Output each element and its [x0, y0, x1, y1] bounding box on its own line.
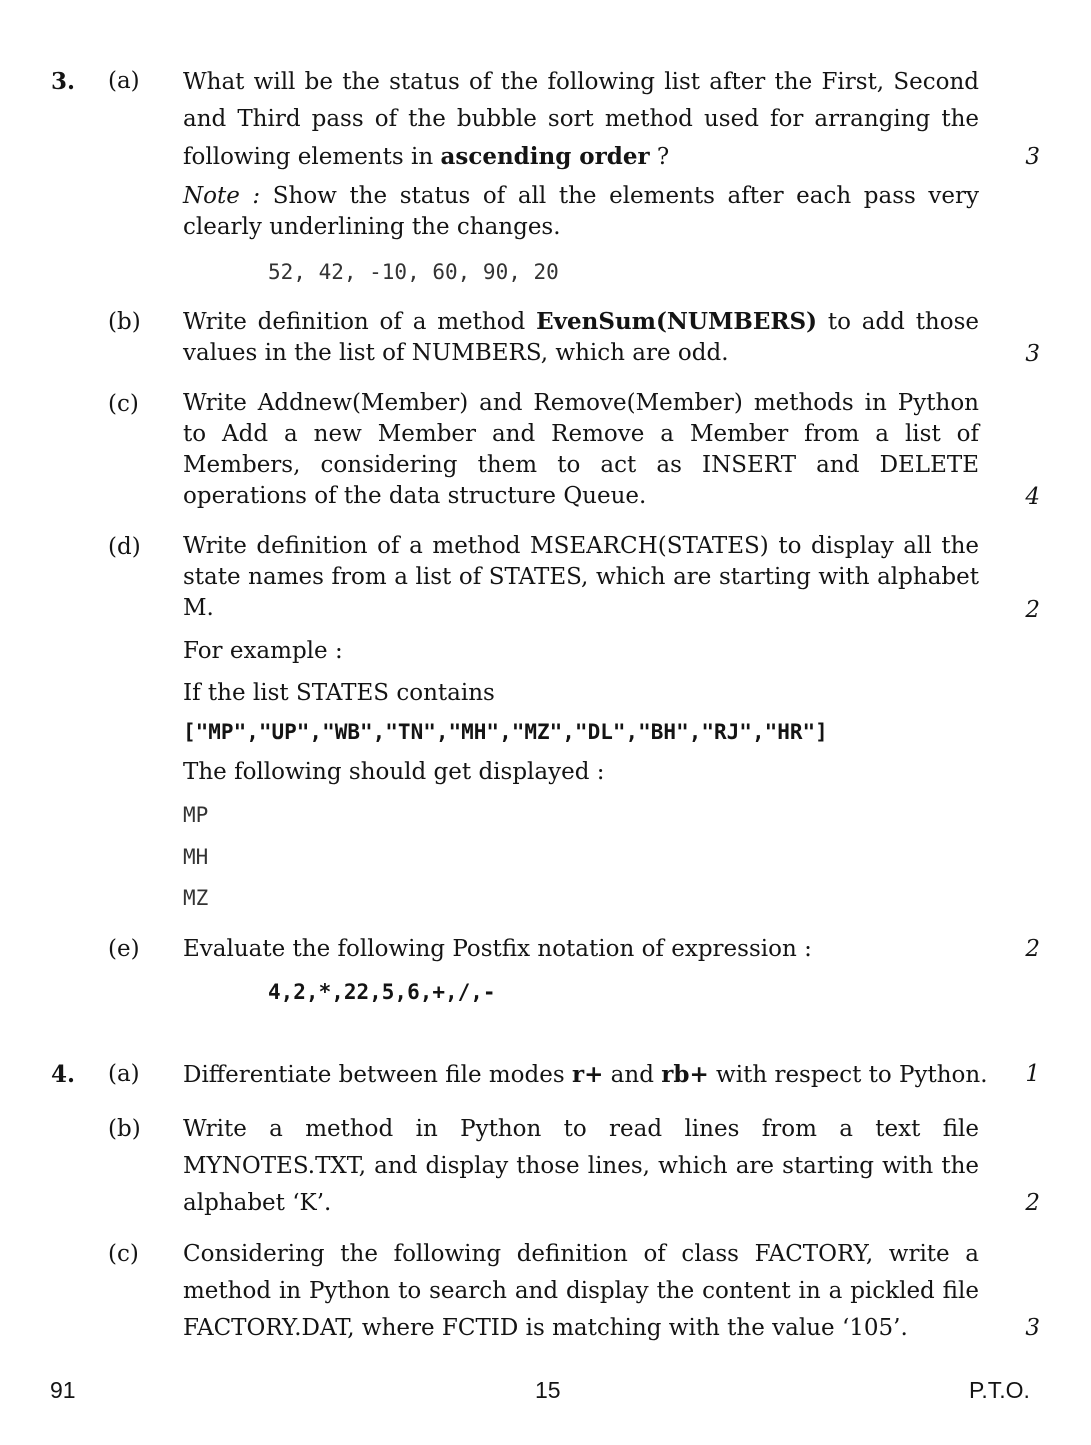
question-number-3: 3.	[51, 68, 76, 95]
question-number-4: 4.	[51, 1061, 76, 1088]
part-label-3a: (a)	[108, 68, 140, 94]
marks-3d: 2	[1025, 597, 1040, 623]
question-4a-text: Differentiate between file modes r+ and rb+ with respect to Python.	[183, 1061, 988, 1088]
part-label-4b: (b)	[108, 1116, 141, 1142]
marks-3e: 2	[1025, 936, 1040, 962]
marks-4a: 1	[1025, 1061, 1040, 1087]
question-3d-if-list: If the list STATES contains	[183, 680, 495, 706]
marks-3a: 3	[1025, 144, 1040, 170]
question-3d-text: Write definition of a method MSEARCH(STATES) to display all the state names from a list of STATES, which are starting with alphabet M.	[183, 533, 979, 621]
question-4b-text: Write a method in Python to read lines from a text file MYNOTES.TXT, and display those lines, which are starting with the alphabet ‘K’.	[183, 1116, 979, 1216]
question-3d-output: MP	[183, 803, 209, 827]
question-3d-list: ["MP","UP","WB","TN","MH","MZ","DL","BH","RJ","HR"]	[183, 720, 828, 744]
part-label-3b: (b)	[108, 309, 141, 335]
footer-code: 91	[50, 1377, 76, 1403]
question-3e-expression: 4,2,*,22,5,6,+,/,-	[268, 980, 496, 1004]
part-label-3e: (e)	[108, 936, 140, 962]
page-number: 15	[535, 1377, 561, 1403]
marks-3c: 4	[1025, 484, 1040, 510]
question-4c-text: Considering the following definition of class FACTORY, write a method in Python to search and display the content in a pickled file FACTORY.DAT, where FCTID is matching with the value ‘105’.	[183, 1241, 979, 1341]
question-3a-list: 52, 42, -10, 60, 90, 20	[268, 260, 559, 284]
question-3b-text: Write definition of a method EvenSum(NUMBERS) to add those values in the list of NUMBERS, which are odd.	[183, 308, 980, 366]
part-label-4a: (a)	[108, 1061, 140, 1087]
question-3d-output: MH	[183, 845, 209, 869]
question-3d-following: The following should get displayed :	[183, 759, 605, 785]
footer-pto: P.T.O.	[969, 1377, 1030, 1403]
marks-4b: 2	[1025, 1190, 1040, 1216]
marks-4c: 3	[1025, 1315, 1040, 1341]
question-3a-text: What will be the status of the following list after the First, Second and Third pass of the bubble sort method used for arranging the following elements in ascending order ?	[183, 69, 979, 170]
question-3e-text: Evaluate the following Postfix notation of expression :	[183, 936, 812, 962]
question-3d-example: For example :	[183, 638, 343, 664]
question-3d-output: MZ	[183, 886, 209, 910]
question-3a-note: Note : Show the status of all the elements after each pass very clearly underlining the changes.	[183, 183, 979, 240]
marks-3b: 3	[1025, 341, 1040, 367]
question-3c-text: Write Addnew(Member) and Remove(Member) methods in Python to Add a new Member and Remove a Member from a list of Members, considering them to act as INSERT and DELETE operations of the data structure Queue.	[183, 390, 979, 509]
part-label-3d: (d)	[108, 534, 141, 560]
part-label-3c: (c)	[108, 391, 139, 417]
part-label-4c: (c)	[108, 1241, 139, 1267]
